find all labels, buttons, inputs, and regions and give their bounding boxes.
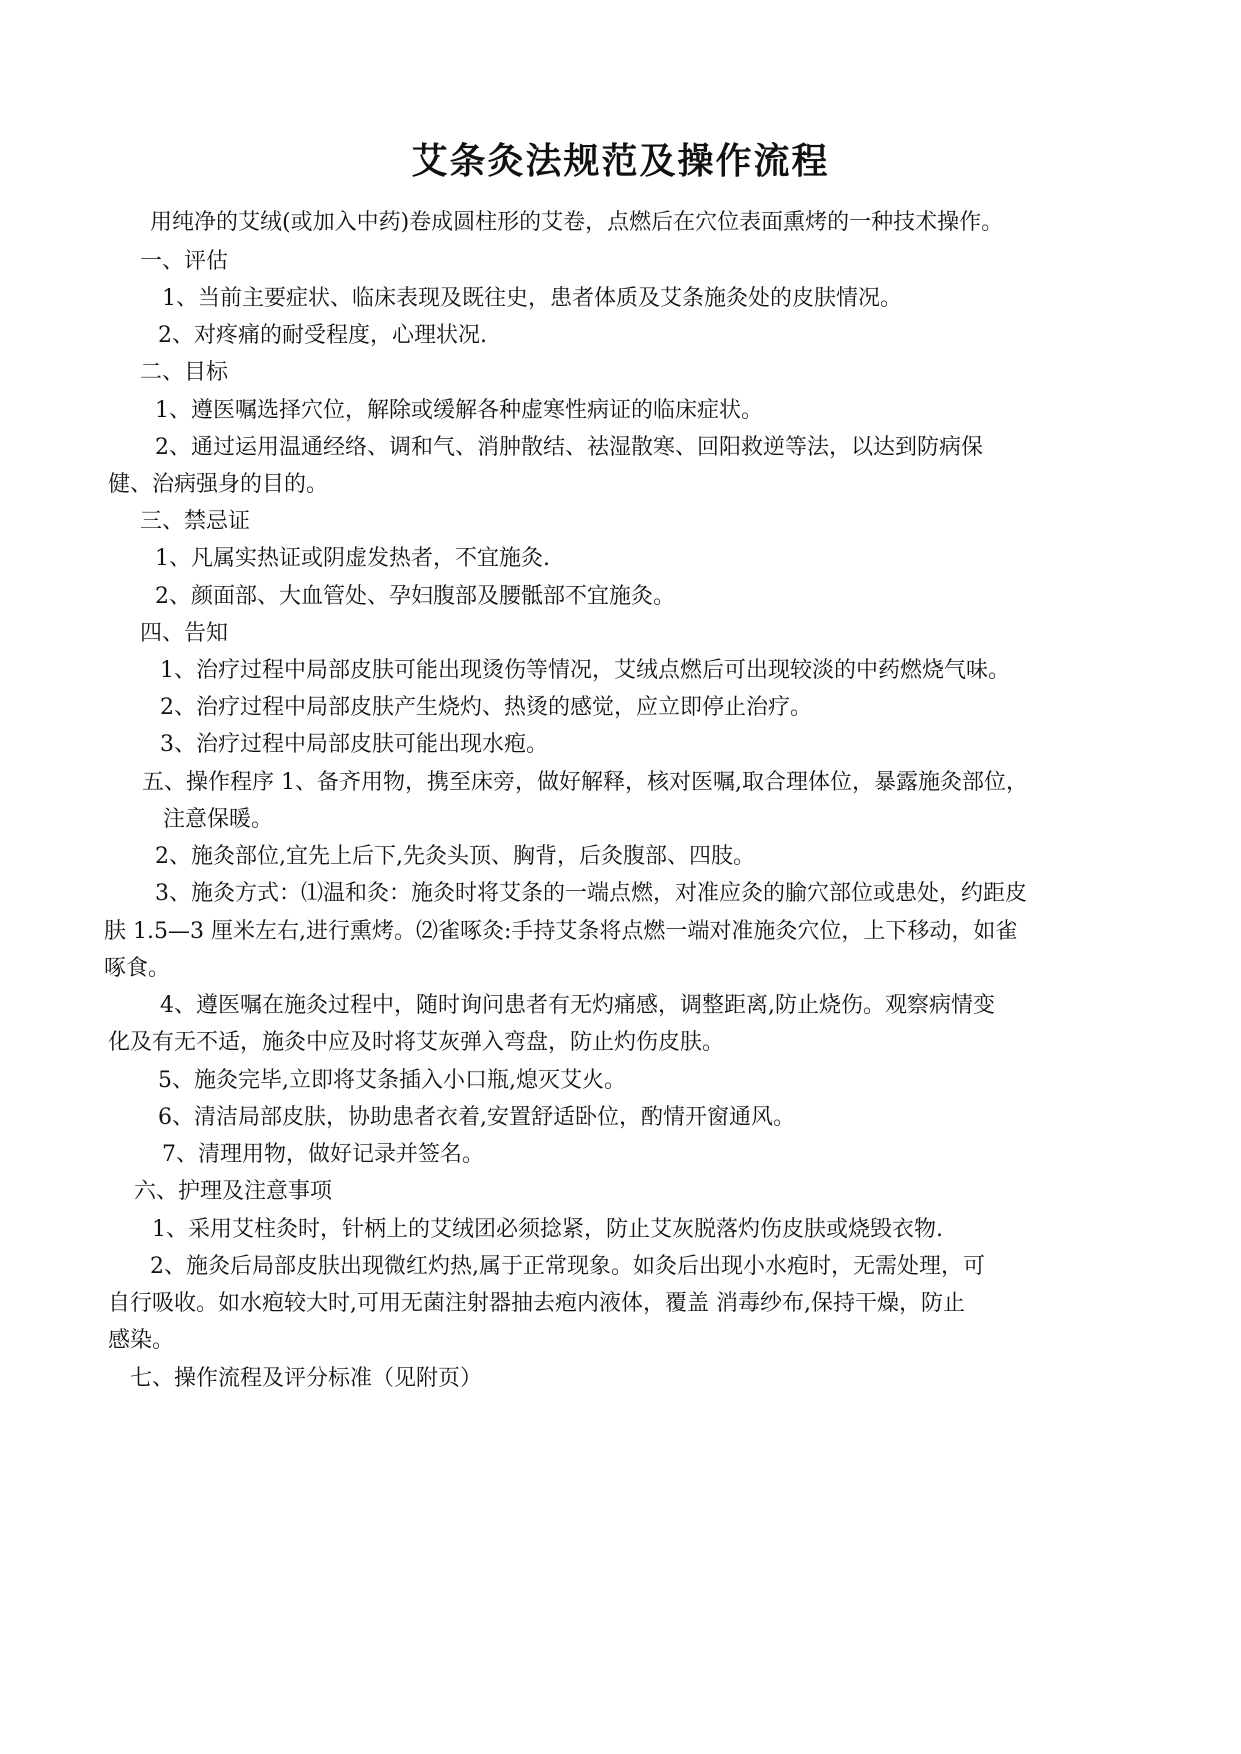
list-item-continuation: 感染。 bbox=[108, 1328, 175, 1353]
list-item: 1、采用艾柱灸时，针柄上的艾绒团必须捻紧，防止艾灰脱落灼伤皮肤或烧毁衣物. bbox=[152, 1217, 943, 1242]
list-item: 1、治疗过程中局部皮肤可能出现烫伤等情况，艾绒点燃后可出现较淡的中药燃烧气味。 bbox=[160, 658, 1010, 683]
list-item: 4、遵医嘱在施灸过程中，随时询问患者有无灼痛感，调整距离,防止烧伤。观察病情变 bbox=[160, 993, 995, 1018]
section-heading-continuation: 注意保暖。 bbox=[163, 807, 274, 832]
section-heading: 四、告知 bbox=[140, 621, 229, 646]
section-heading: 六、护理及注意事项 bbox=[134, 1179, 333, 1204]
list-item: 1、凡属实热证或阴虚发热者，不宜施灸. bbox=[155, 546, 550, 571]
list-item: 3、治疗过程中局部皮肤可能出现水疱。 bbox=[160, 732, 548, 757]
list-item: 2、施灸部位,宜先上后下,先灸头顶、胸背，后灸腹部、四肢。 bbox=[155, 844, 755, 869]
list-item: 7、清理用物，做好记录并签名。 bbox=[162, 1142, 484, 1167]
section-heading: 三、禁忌证 bbox=[140, 509, 251, 534]
list-item-continuation: 啄食。 bbox=[104, 956, 171, 981]
list-item: 2、施灸后局部皮肤出现微红灼热,属于正常现象。如灸后出现小水疱时，无需处理，可 bbox=[150, 1254, 985, 1279]
page-title: 艾条灸法规范及操作流程 bbox=[411, 141, 830, 182]
list-item-continuation: 健、治病强身的目的。 bbox=[108, 472, 329, 497]
list-item: 3、施灸方式：⑴温和灸：施灸时将艾条的一端点燃，对准应灸的腧穴部位或患处，约距皮 bbox=[155, 881, 1028, 906]
list-item-continuation: 化及有无不适，施灸中应及时将艾灰弹入弯盘，防止灼伤皮肤。 bbox=[108, 1030, 725, 1055]
list-item: 2、对疼痛的耐受程度，心理状况. bbox=[158, 323, 487, 348]
section-heading: 五、操作程序 1、备齐用物，携至床旁，做好解释，核对医嘱,取合理体位，暴露施灸部位， bbox=[142, 770, 1028, 795]
list-item: 2、治疗过程中局部皮肤产生烧灼、热烫的感觉，应立即停止治疗。 bbox=[160, 695, 812, 720]
list-item: 2、颜面部、大血管处、孕妇腹部及腰骶部不宜施灸。 bbox=[155, 584, 675, 609]
intro-paragraph: 用纯净的艾绒(或加入中药)卷成圆柱形的艾卷，点燃后在穴位表面熏烤的一种技术操作。 bbox=[150, 210, 1004, 235]
list-item: 1、遵医嘱选择穴位，解除或缓解各种虚寒性病证的临床症状。 bbox=[155, 398, 763, 423]
list-item-continuation: 自行吸收。如水疱较大时,可用无菌注射器抽去疱内液体，覆盖 消毒纱布,保持干燥，防止 bbox=[108, 1291, 965, 1316]
list-item: 1、当前主要症状、临床表现及既往史，患者体质及艾条施灸处的皮肤情况。 bbox=[162, 286, 902, 311]
section-heading: 一、评估 bbox=[140, 249, 229, 274]
list-item: 5、施灸完毕,立即将艾条插入小口瓶,熄灭艾火。 bbox=[158, 1068, 626, 1093]
section-heading: 七、操作流程及评分标准（见附页） bbox=[130, 1366, 483, 1391]
list-item: 6、清洁局部皮肤，协助患者衣着,安置舒适卧位，酌情开窗通风。 bbox=[158, 1105, 795, 1130]
list-item-continuation: 肤 1.5—3 厘米左右,进行熏烤。⑵雀啄灸:手持艾条将点燃一端对准施灸穴位，上下移动，如雀 bbox=[104, 919, 1018, 944]
list-item: 2、通过运用温通经络、调和气、消肿散结、祛湿散寒、回阳救逆等法，以达到防病保 bbox=[155, 435, 983, 460]
section-heading: 二、目标 bbox=[140, 360, 229, 385]
